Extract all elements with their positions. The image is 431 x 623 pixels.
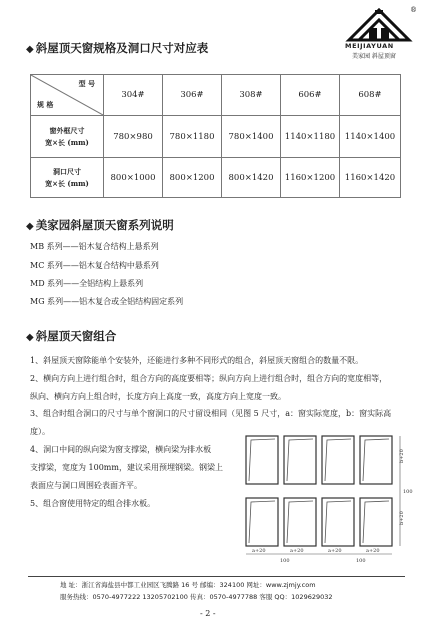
model-header: 306# (163, 75, 222, 116)
page-number: - 2 - (200, 609, 216, 618)
window-sash-line (287, 439, 313, 481)
dimension-label-b: b+20 (399, 449, 405, 463)
model-header: 606# (281, 75, 340, 116)
corner-label-model: 型 号 (78, 79, 95, 88)
row-label-line1: 洞口尺寸 (53, 166, 81, 176)
corner-label-spec: 规 格 (37, 100, 54, 109)
dimension-label-gap: 100 (403, 489, 413, 495)
table-cell: 1160×1200 (281, 158, 340, 198)
model-header: 608# (340, 75, 401, 116)
table-cell: 780×1180 (163, 116, 222, 158)
paragraph-line: 5、组合窗使用特定的组合排水板。 (30, 499, 156, 508)
footer-contact-line: 服务热线：0570-4977222 13205702100 传真：0570-4977788 客服 QQ：1029629032 (60, 593, 333, 601)
dimension-label-a: a+20 (328, 548, 342, 554)
section3-heading (26, 328, 116, 344)
footer-divider (28, 576, 405, 577)
registered-mark: ® (410, 6, 417, 14)
paragraph-line: 1、斜屋顶天窗除能单个安装外，还能进行多种不同形式的组合，斜屋顶天窗组合的数量不限。 (30, 356, 364, 365)
paragraph-line: 纵向、横向方向上组合时，长度方向上高度一致，高度方向上宽度一致。 (30, 392, 286, 401)
table-cell: 800×1200 (163, 158, 222, 198)
model-header: 308# (222, 75, 281, 116)
table-corner-cell (31, 75, 103, 115)
window-sash-line (287, 501, 313, 543)
paragraph-line: 支撑梁，宽度为 100mm，建议采用预埋钢梁。钢梁上 (30, 463, 223, 472)
table-cell: 1140×1400 (340, 116, 401, 158)
dimension-label-a: a+20 (252, 548, 266, 554)
paragraph-line: 2、横向方向上进行组合时，组合方向的高度要相等；纵向方向上进行组合时，组合方向的宽度相等， (30, 374, 388, 383)
table-cell: 800×1420 (222, 158, 281, 198)
row-label-line1: 窗外框尺寸 (49, 125, 85, 135)
table-cell: 780×980 (104, 116, 163, 158)
footer-address-line: 地 址：浙江省海盐县中都工业园区飞腾路 16 号 邮编：324100 网址：www.zjmjy.com (60, 581, 316, 589)
row-label (31, 158, 104, 198)
table-cell: 780×1400 (222, 116, 281, 158)
table-cell: 1140×1180 (281, 116, 340, 158)
brand-name-en: MEIJIAYUAN (345, 42, 394, 50)
paragraph-line: 度）。 (30, 427, 50, 436)
dimension-label-b: b+20 (399, 511, 405, 525)
window-sash-line (363, 439, 389, 481)
row-label-line2: 宽×长 (mm) (45, 137, 89, 147)
window-sash-line (249, 501, 275, 543)
brand-logo (345, 6, 413, 42)
dimension-label-gap: 100 (280, 558, 290, 564)
spec-table (30, 74, 401, 198)
brand-name-cn: 美家园 斜屋顶窗 (352, 53, 396, 60)
model-header: 304# (104, 75, 163, 116)
dimension-label-a: a+20 (366, 548, 380, 554)
section1-heading (26, 40, 208, 56)
table-row (31, 158, 401, 198)
dimension-label-gap: 100 (356, 558, 366, 564)
table-row (31, 116, 401, 158)
section3-title: 斜屋顶天窗组合 (35, 329, 117, 343)
row-label-line2: 宽×长 (mm) (45, 178, 89, 188)
table-cell: 1160×1420 (340, 158, 401, 198)
paragraph-line: 3、组合时组合洞口的尺寸与单个窗洞口的尺寸留设相同（见图 5 尺寸，a：窗实际宽度，b：窗实际高 (30, 409, 392, 418)
paragraph-line: 4、洞口中间的纵向梁为窗支撑梁，横向梁为排水板 (30, 445, 212, 454)
row-label (31, 116, 104, 158)
window-sash-line (325, 501, 351, 543)
diamond-bullet-icon: ◆ (26, 44, 34, 55)
window-sash-line (363, 501, 389, 543)
section2-heading (26, 217, 174, 233)
list-item: MC 系列——铝木复合结构中悬系列 (30, 261, 159, 270)
window-sash-line (249, 439, 275, 481)
dimension-label-a: a+20 (290, 548, 304, 554)
table-header-row (31, 75, 401, 116)
list-item: MG 系列——铝木复合或全铝结构固定系列 (30, 297, 184, 306)
section1-title: 斜屋顶天窗规格及洞口尺寸对应表 (35, 41, 209, 55)
paragraph-line: 表面应与洞口周围砼表面齐平。 (30, 481, 142, 490)
window-sash-line (325, 439, 351, 481)
list-item: MD 系列——全铝结构上悬系列 (30, 279, 144, 288)
diamond-bullet-icon: ◆ (26, 332, 34, 343)
table-cell: 800×1000 (104, 158, 163, 198)
diamond-bullet-icon: ◆ (26, 221, 34, 232)
section2-title: 美家园斜屋顶天窗系列说明 (35, 218, 174, 232)
list-item: MB 系列——铝木复合结构上悬系列 (30, 242, 159, 251)
window-combination-diagram (240, 430, 415, 570)
